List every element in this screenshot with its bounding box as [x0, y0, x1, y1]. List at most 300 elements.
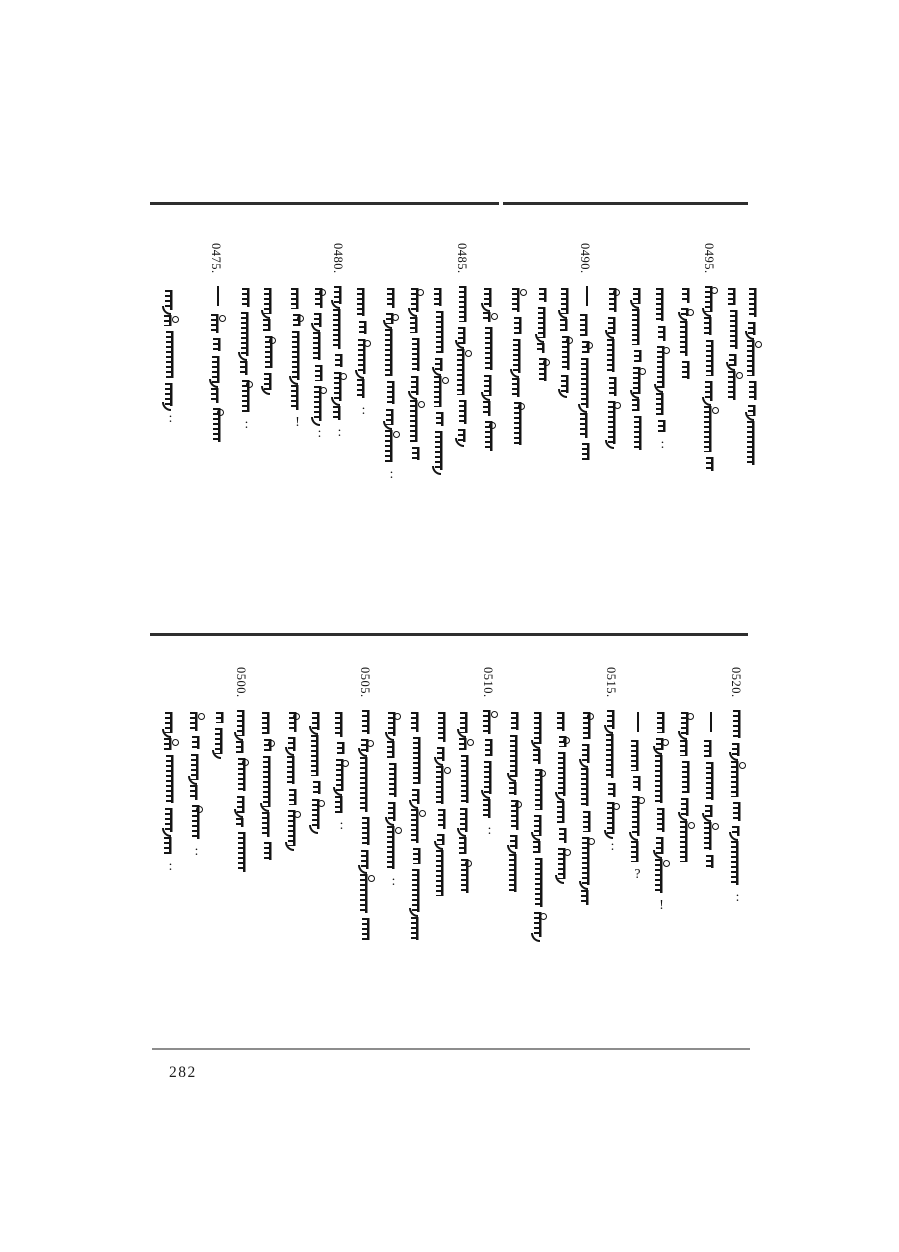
colon-mark: : [660, 436, 665, 451]
script-line [703, 286, 718, 470]
script-word [749, 288, 758, 317]
script-word [706, 855, 715, 868]
script-word [435, 431, 446, 470]
script-word [337, 742, 346, 754]
colon-mark: : [610, 838, 615, 853]
script-line [605, 710, 620, 853]
script-word [458, 429, 469, 442]
script-word [436, 850, 449, 896]
stanza-number-0490: 0490. [578, 243, 592, 274]
script-word [704, 317, 717, 335]
script-word [211, 388, 224, 403]
script-word [459, 738, 472, 750]
script-word [533, 841, 546, 853]
script-word [240, 361, 253, 375]
band-rule [150, 633, 748, 636]
script-word [634, 350, 643, 362]
script-word [460, 808, 471, 832]
colon-mark: : [168, 858, 173, 873]
script-word [238, 758, 247, 791]
dialogue-dash [637, 712, 639, 732]
script-word [362, 710, 371, 734]
script-word [387, 381, 396, 404]
script-word [583, 712, 592, 739]
script-word [242, 288, 251, 307]
script-word [557, 801, 570, 823]
script-word [166, 331, 175, 378]
stanza-number-0485: 0485. [455, 243, 469, 274]
script-word [291, 288, 304, 309]
script-word [457, 349, 470, 395]
script-word [705, 286, 716, 312]
script-word [333, 406, 346, 420]
script-word [561, 375, 572, 393]
script-word [435, 358, 446, 371]
script-line [482, 288, 497, 450]
script-line [679, 288, 694, 380]
script-word [388, 712, 399, 736]
script-word [166, 755, 175, 803]
stanza-number-0515: 0515. [604, 667, 618, 698]
script-word [289, 712, 298, 732]
script-word [211, 314, 224, 333]
script-word [560, 319, 573, 331]
script-word [385, 430, 398, 462]
colon-mark: : [389, 466, 394, 481]
script-word [313, 781, 322, 794]
script-word [436, 311, 445, 353]
script-word [289, 789, 298, 805]
script-word [361, 739, 372, 752]
script-word [631, 740, 644, 771]
script-word [333, 309, 346, 349]
script-word [634, 416, 643, 450]
script-word [582, 443, 591, 460]
script-word [561, 288, 572, 314]
script-word [434, 376, 447, 407]
script-word [264, 842, 273, 860]
stanza-number-0520: 0520. [729, 667, 743, 698]
script-word [292, 331, 303, 380]
script-word [732, 826, 743, 836]
script-word [681, 712, 692, 735]
script-line [332, 286, 347, 438]
script-word [733, 710, 742, 738]
script-word [535, 858, 544, 907]
script-word [386, 313, 397, 324]
script-word [291, 385, 304, 410]
script-word [729, 354, 740, 366]
script-line [655, 288, 670, 451]
script-word [411, 712, 424, 732]
script-word [748, 322, 759, 335]
script-line [312, 288, 327, 438]
script-word [314, 313, 325, 327]
script-word [357, 379, 370, 398]
script-word [682, 288, 691, 303]
script-word [293, 314, 302, 326]
script-word [485, 739, 494, 756]
script-line [532, 712, 547, 937]
script-line [536, 288, 551, 380]
script-word [658, 420, 667, 432]
script-word [631, 841, 644, 862]
script-line [556, 712, 571, 880]
script-word [314, 386, 325, 421]
script-word [265, 336, 274, 368]
script-word [581, 890, 594, 905]
colon-mark: : [361, 402, 366, 417]
script-word [582, 341, 591, 353]
script-word [656, 393, 669, 415]
script-line [435, 712, 450, 897]
script-word [485, 421, 494, 451]
script-word [387, 288, 396, 308]
script-word [559, 736, 568, 747]
stanza-number-0475: 0475. [209, 243, 223, 274]
script-word [510, 835, 521, 849]
script-word [539, 358, 548, 381]
script-line [410, 712, 425, 940]
script-word [412, 338, 421, 371]
script-word [386, 409, 397, 425]
script-word [358, 339, 369, 374]
script-word [682, 361, 691, 379]
script-word [242, 380, 251, 412]
script-word [582, 837, 593, 885]
script-word [537, 343, 550, 353]
script-word [706, 762, 715, 800]
dialogue-dash [586, 286, 588, 306]
script-word [484, 375, 495, 396]
stanza-number-0480: 0480. [331, 243, 345, 274]
script-word [388, 802, 399, 821]
script-word [357, 288, 370, 316]
script-word [606, 734, 619, 778]
script-line [482, 710, 497, 835]
script-word [581, 768, 594, 806]
stanza-number-0505: 0505. [358, 667, 372, 698]
script-word [192, 805, 201, 839]
script-line [508, 712, 523, 893]
script-word [483, 799, 496, 818]
script-word [459, 286, 468, 322]
script-word [264, 739, 273, 751]
script-word [385, 329, 398, 376]
script-word [680, 821, 693, 862]
script-word [238, 832, 247, 872]
script-word [410, 400, 423, 442]
script-word [509, 854, 522, 892]
script-word [633, 367, 644, 394]
script-word [236, 741, 249, 753]
script-word [436, 766, 449, 804]
script-line [386, 712, 401, 887]
script-word [607, 710, 618, 729]
script-word [237, 710, 248, 736]
script-line [511, 288, 526, 445]
script-word [512, 378, 525, 397]
script-word [312, 799, 323, 829]
script-word [334, 372, 345, 401]
script-word [747, 421, 760, 465]
script-line [579, 286, 594, 460]
stanza-number-0510: 0510. [481, 667, 495, 698]
script-word [262, 712, 275, 734]
script-word [538, 307, 549, 338]
script-line [286, 712, 301, 845]
script-word [335, 796, 348, 813]
script-line [679, 712, 694, 862]
script-word [262, 812, 275, 837]
script-line [703, 712, 718, 867]
script-word [412, 447, 421, 460]
script-word [511, 800, 520, 830]
script-line [654, 712, 669, 910]
script-word [748, 405, 759, 416]
script-word [164, 315, 177, 326]
script-word [437, 834, 448, 845]
script-word [437, 747, 448, 761]
script-word [241, 312, 252, 356]
script-word [656, 837, 667, 854]
script-word [658, 326, 667, 341]
script-line [290, 288, 305, 428]
script-word [212, 356, 223, 383]
script-word [747, 340, 760, 376]
exclamation-mark: ! [659, 897, 664, 912]
script-word [512, 288, 525, 312]
script-line [559, 288, 574, 393]
script-word [263, 756, 274, 807]
script-word [483, 710, 496, 734]
script-line [261, 712, 276, 860]
script-word [730, 310, 739, 349]
script-word [362, 918, 371, 940]
script-word [411, 376, 422, 395]
script-word [484, 761, 495, 794]
script-word [732, 743, 743, 756]
script-word [411, 809, 424, 843]
dialogue-dash [217, 286, 219, 306]
colon-mark: : [244, 416, 249, 431]
stanza-number-0500: 0500. [234, 667, 248, 698]
script-word [387, 826, 400, 869]
script-word [315, 365, 324, 381]
script-word [534, 712, 545, 744]
script-word [632, 399, 645, 411]
script-word [215, 728, 226, 754]
script-word [557, 712, 570, 731]
script-word [656, 288, 669, 321]
script-word [731, 841, 744, 885]
script-word [288, 737, 299, 751]
colon-mark: : [339, 817, 344, 832]
script-word [311, 735, 324, 776]
script-word [657, 712, 666, 733]
script-word [558, 848, 569, 879]
script-word [411, 917, 424, 940]
script-word [510, 735, 521, 777]
script-word [704, 406, 717, 452]
script-word [562, 336, 571, 370]
script-line [189, 712, 204, 857]
script-word [534, 912, 545, 937]
script-line [433, 288, 448, 470]
script-word [335, 712, 348, 737]
script-word [236, 818, 249, 827]
script-line [163, 712, 178, 872]
script-word [315, 288, 324, 308]
script-word [607, 339, 620, 372]
script-word [458, 327, 469, 344]
question-mark: ? [634, 866, 641, 881]
script-word [484, 288, 495, 307]
script-word [165, 808, 176, 832]
script-line [213, 712, 228, 754]
script-word [335, 354, 344, 367]
script-word [655, 755, 668, 803]
script-line [359, 710, 374, 940]
script-word [192, 736, 201, 749]
script-word [733, 802, 742, 821]
script-word [608, 783, 617, 797]
script-word [558, 752, 569, 796]
script-word [633, 776, 642, 791]
script-word [514, 317, 523, 334]
script-word [483, 312, 496, 322]
script-word [539, 288, 548, 302]
script-word [362, 817, 371, 845]
script-word [264, 373, 275, 390]
colon-mark: : [168, 410, 173, 425]
script-word [459, 400, 468, 424]
script-word [237, 796, 248, 813]
script-word [705, 805, 716, 817]
colon-mark: : [194, 843, 199, 858]
script-word [682, 761, 691, 793]
script-word [438, 712, 447, 742]
band-rule [503, 202, 748, 205]
script-word [513, 339, 524, 373]
script-word [287, 756, 300, 784]
script-word [680, 740, 693, 756]
script-line [409, 288, 424, 460]
script-word [704, 822, 717, 850]
script-line [606, 288, 621, 443]
script-word [731, 761, 744, 797]
script-line [262, 288, 277, 390]
colon-mark: : [317, 425, 322, 440]
dialogue-dash [710, 712, 712, 732]
script-word [608, 401, 619, 444]
exclamation-mark: ! [295, 414, 300, 429]
script-word [459, 837, 472, 854]
script-line [356, 288, 371, 416]
script-word [656, 738, 667, 750]
script-word [749, 381, 758, 400]
script-word [657, 346, 668, 388]
script-line [210, 286, 225, 443]
script-word [165, 290, 176, 310]
script-line [334, 712, 349, 830]
script-word [313, 332, 326, 360]
script-line [239, 288, 254, 430]
script-word [728, 288, 741, 305]
script-word [580, 413, 593, 438]
script-word [312, 712, 323, 730]
stanza-number-0495: 0495. [702, 243, 716, 274]
script-word [387, 741, 400, 758]
script-word [533, 749, 546, 764]
footer-rule [152, 1048, 750, 1050]
script-word [681, 798, 692, 816]
script-word [413, 737, 422, 784]
script-word [607, 802, 618, 834]
script-word [360, 874, 373, 913]
script-word [164, 738, 177, 750]
script-line [163, 290, 178, 425]
script-word [411, 288, 422, 312]
script-word [514, 402, 523, 445]
page-number: 282 [169, 1064, 197, 1081]
script-line [310, 712, 325, 830]
script-word [535, 769, 544, 810]
script-word [190, 712, 203, 731]
script-word [410, 317, 423, 333]
script-line [456, 286, 471, 443]
script-word [334, 286, 345, 304]
script-word [657, 808, 666, 832]
script-line [384, 288, 399, 481]
script-word [580, 314, 593, 336]
script-word [608, 317, 619, 334]
script-word [581, 358, 592, 408]
script-word [361, 850, 372, 869]
script-word [705, 381, 716, 401]
colon-mark: : [337, 424, 342, 439]
script-word [583, 811, 592, 832]
script-word [632, 309, 645, 345]
script-word [438, 809, 447, 829]
script-word [436, 412, 445, 426]
script-word [360, 757, 373, 812]
script-word [632, 796, 643, 836]
script-word [460, 712, 471, 733]
script-word [461, 755, 470, 803]
script-word [680, 321, 693, 356]
script-word [165, 712, 176, 733]
colon-mark: : [735, 889, 740, 904]
script-word [609, 288, 618, 312]
script-line [235, 710, 250, 872]
script-word [213, 338, 222, 351]
script-word [485, 327, 494, 370]
script-line [730, 710, 745, 904]
script-word [633, 288, 644, 304]
script-word [413, 848, 422, 864]
script-word [359, 321, 368, 334]
script-word [412, 869, 423, 912]
script-word [165, 383, 176, 406]
script-word [216, 712, 225, 723]
script-word [559, 828, 568, 843]
script-word [336, 759, 347, 791]
script-word [164, 837, 177, 854]
script-word [213, 408, 222, 442]
script-word [191, 754, 202, 780]
script-word [288, 810, 299, 846]
